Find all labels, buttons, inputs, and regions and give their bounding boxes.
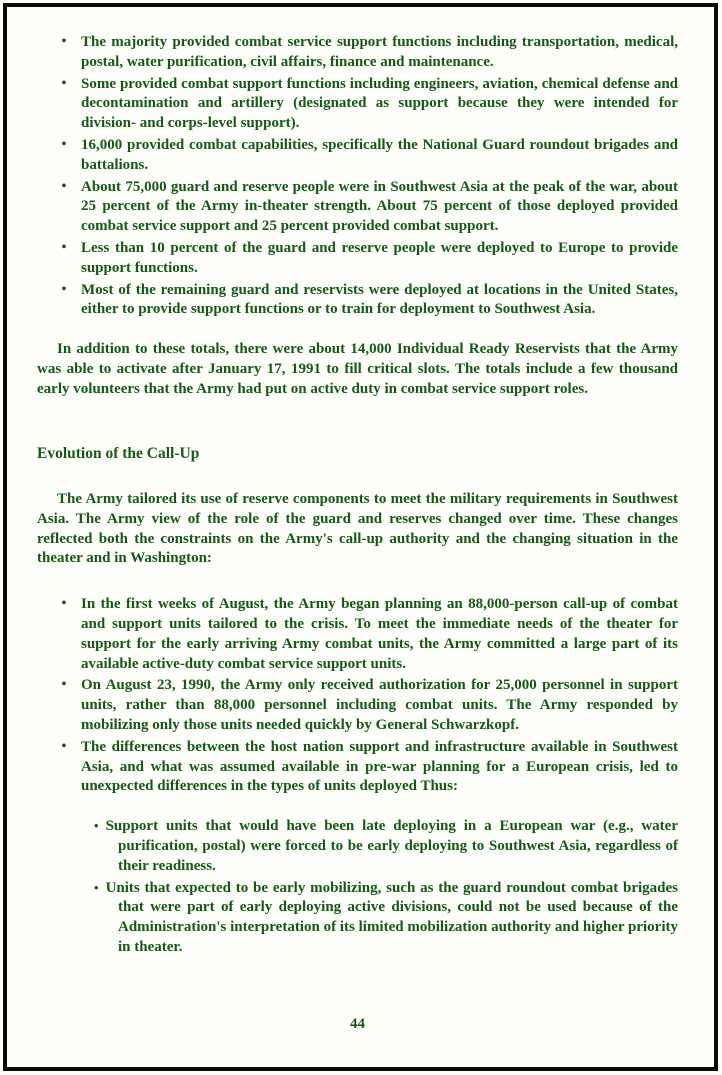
- bullet-icon: •: [61, 596, 67, 612]
- bullet-text: Most of the remaining guard and reservists were deployed at locations in the United States, either to provide support functions or to train for deployment to Southwest Asia.: [81, 281, 678, 318]
- bullet-icon: •: [94, 818, 99, 834]
- list-item: [47, 136, 678, 176]
- bullet-text: Less than 10 percent of the guard and reserve people were deployed to Europe to provide support functions.: [81, 239, 678, 276]
- bullet-icon: •: [94, 879, 99, 895]
- section-heading: Evolution of the Call-Up: [37, 444, 200, 462]
- bullet-icon: •: [61, 34, 67, 49]
- list-item: [47, 33, 678, 73]
- bullet-text: Some provided combat support functions including engineers, aviation, chemical defense and decontamination and artillery (designated as support because they were intended for division- and corps-level support).: [81, 75, 678, 132]
- list-item: [47, 239, 678, 279]
- bullet-text: About 75,000 guard and reserve people were in Southwest Asia at the peak of the war, about 25 percent of the Army in-theater strength. About 75 percent of those deployed provided combat service support and 25 percent provided combat support.: [81, 178, 678, 235]
- list-item: [47, 676, 678, 735]
- list-item: [47, 281, 678, 321]
- bullet-text: Units that expected to be early mobilizing, such as the guard roundout combat brigades that were part of early deploying active divisions, could not be used because of the Administration's interpretation of its limited mobilization authority and higher priority in theater.: [105, 879, 678, 955]
- page-content: [7, 7, 714, 1067]
- bullet-text: In the first weeks of August, the Army began planning an 88,000-person call-up of combat and support units tailored to the crisis. To meet the immediate needs of the theater for support for the early arriving Army combat units, the Army committed a large part of its available active-duty combat service support units.: [81, 596, 678, 672]
- totals-paragraph: In addition to these totals, there were about 14,000 Individual Ready Reservists that the Army was able to activate after January 17, 1991 to fill critical slots. The totals include a few thousand early volunteers that the Army had put on active duty in combat service support roles.: [37, 341, 678, 397]
- summary-bullet-list: [47, 33, 678, 320]
- list-item: [47, 178, 678, 237]
- bullet-icon: •: [61, 178, 67, 194]
- bullet-text: 16,000 provided combat capabilities, specifically the National Guard roundout brigades and battalions.: [81, 136, 678, 173]
- bullet-text: The majority provided combat service support functions including transportation, medical, postal, water purification, civil affairs, finance and maintenance.: [81, 34, 678, 70]
- bullet-icon: •: [61, 75, 67, 91]
- list-item: [47, 738, 678, 797]
- bullet-text: On August 23, 1990, the Army only received authorization for 25,000 personnel in support units, rather than 88,000 personnel including combat units. The Army responded by mobilizing only those units needed quickly by General Schwarzkopf.: [81, 677, 678, 733]
- list-item: [47, 75, 678, 134]
- bullet-text: Support units that would have been late deploying in a European war (e.g., water purification, postal) were forced to be early deploying to Southwest Asia, regardless of their readiness.: [105, 818, 678, 874]
- bullet-icon: •: [61, 281, 67, 297]
- bullet-icon: •: [61, 239, 67, 255]
- bullet-icon: •: [61, 136, 67, 152]
- list-item: [83, 817, 678, 876]
- section-intro-paragraph: The Army tailored its use of reserve components to meet the military requirements in Southwest Asia. The Army view of the role of the guard and reserves changed over time. These changes reflected both the constraints on the Army's call-up authority and the changing situation in the theater and in Washington:: [37, 491, 678, 567]
- sub-bullet-list: [83, 817, 678, 958]
- bullet-icon: •: [61, 677, 67, 693]
- bullet-icon: •: [61, 738, 67, 754]
- list-item: [83, 879, 678, 958]
- page-number: 44: [350, 1016, 365, 1033]
- bullet-text: The differences between the host nation support and infrastructure available in Southwest Asia, and what was assumed available in pre-war planning for a European crisis, led to unexpected differences in the types of units deployed Thus:: [81, 738, 678, 795]
- list-item: [47, 595, 678, 674]
- callup-bullet-list: [47, 595, 678, 797]
